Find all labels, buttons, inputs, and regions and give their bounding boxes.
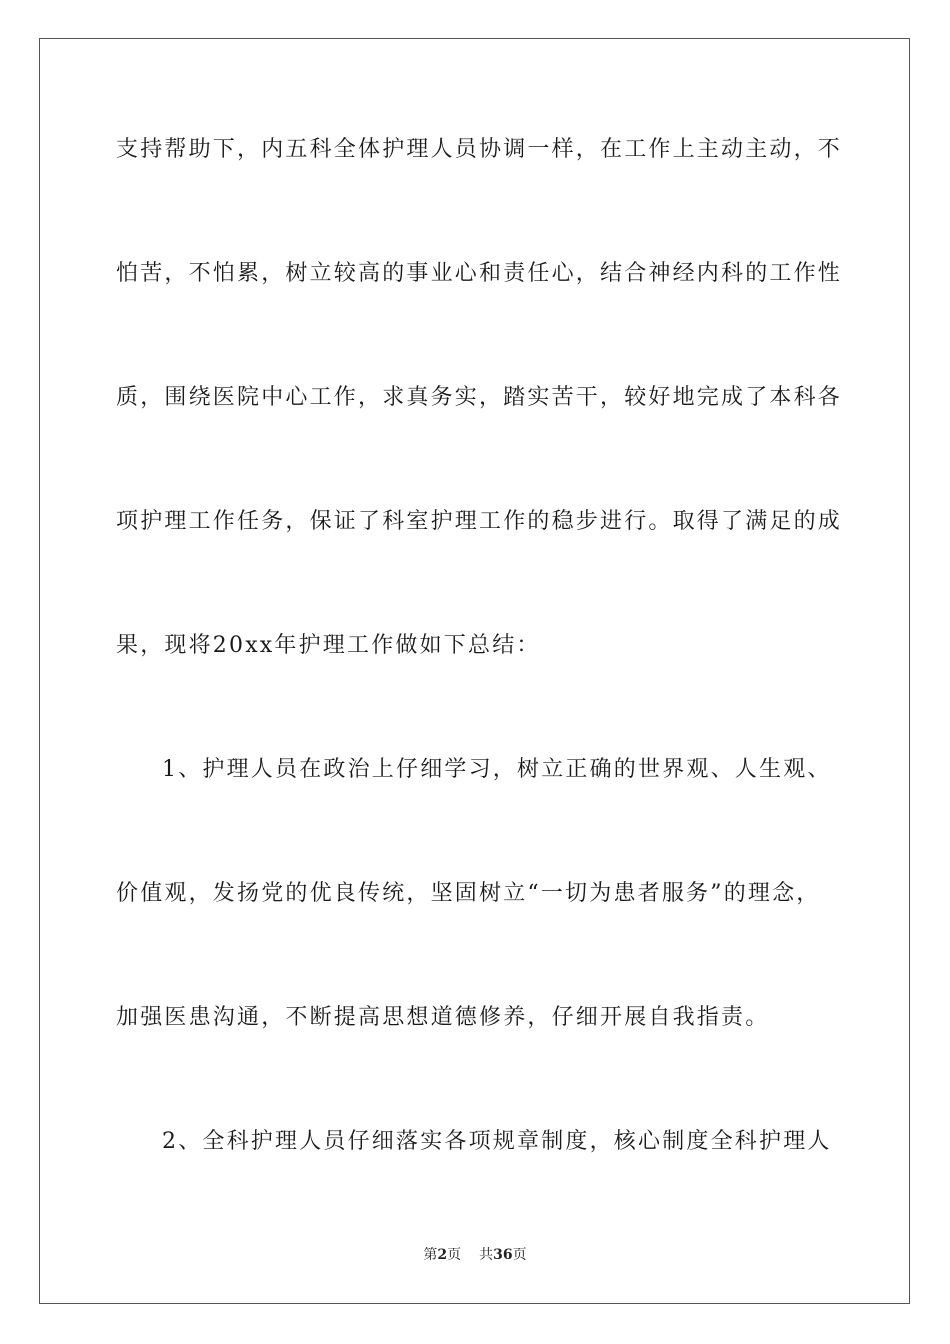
total-suffix: 页: [512, 1247, 527, 1263]
text-line-3: 质，围绕医院中心工作，求真务实，踏实苦干，较好地完成了本科各: [116, 385, 843, 410]
page-prefix: 第: [423, 1247, 438, 1263]
page-footer: [0, 1245, 950, 1265]
total-prefix: 共: [479, 1247, 494, 1263]
page-border: [39, 38, 910, 1304]
text-line-5: 果，现将20xx年护理工作做如下总结：: [116, 633, 541, 658]
text-line-8: 加强医患沟通，不断提高思想道德修养，仔细开展自我指责。: [116, 1005, 770, 1030]
text-line-6: 1、护理人员在政治上仔细学习，树立正确的世界观、人生观、: [162, 757, 832, 782]
text-line-2: 怕苦，不怕累，树立较高的事业心和责任心，结合神经内科的工作性: [116, 261, 843, 286]
text-line-7: 价值观，发扬党的优良传统，坚固树立“一切为患者服务”的理念，: [116, 881, 821, 906]
total-pages-number: 36: [493, 1247, 513, 1263]
text-line-1: 支持帮助下，内五科全体护理人员协调一样，在工作上主动主动，不: [116, 137, 843, 162]
text-line-9: 2、全科护理人员仔细落实各项规章制度，核心制度全科护理人: [162, 1129, 832, 1154]
text-line-4: 项护理工作任务，保证了科室护理工作的稳步进行。取得了满足的成: [116, 509, 843, 534]
page-suffix: 页: [447, 1247, 462, 1263]
current-page-number: 2: [437, 1247, 448, 1263]
